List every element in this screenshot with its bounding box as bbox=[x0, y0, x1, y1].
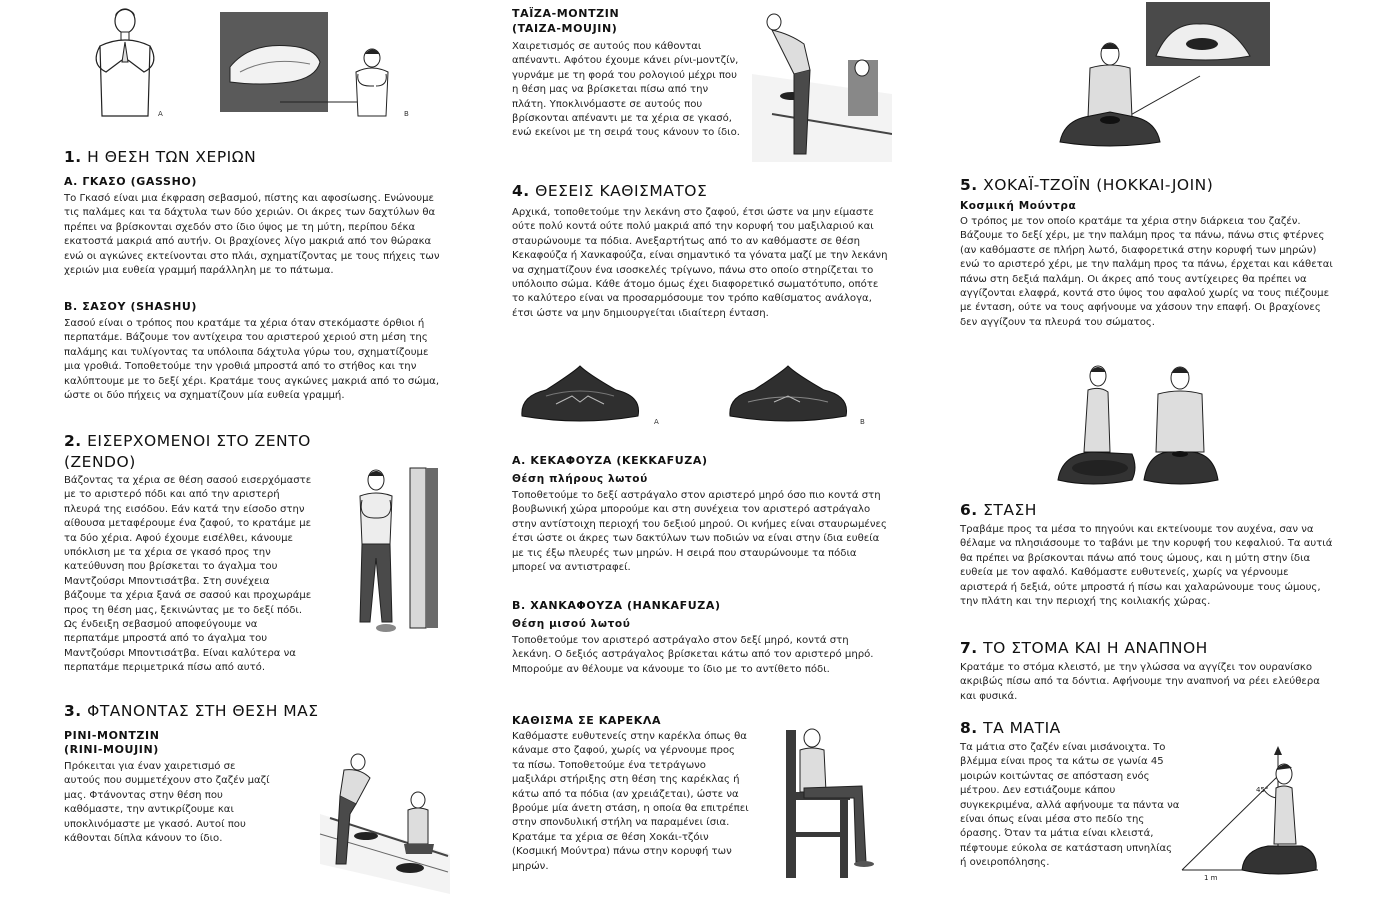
section-4-heading bbox=[512, 181, 707, 202]
distance-label: 1 m bbox=[1204, 874, 1218, 882]
taiza-title: ΤΑΪΖΑ-ΜΟΝΤΖΙΝ bbox=[512, 7, 620, 20]
gaze-angle-figure bbox=[1178, 746, 1338, 886]
section-2-heading bbox=[64, 431, 364, 473]
section-3-title: ΦΤΑΝΟΝΤΑΣ ΣΤΗ ΘΕΣΗ ΜΑΣ bbox=[87, 702, 319, 720]
section-8-text: Τα μάτια στο ζαζέν είναι μισάνοιχτα. Το βλέμμα είναι προς τα κάτω σε γωνία 45 μοιρών κοιτώντας σε απόσταση ενός μέτρου. Δεν εστιάζουμε κάπου συγκεκριμένα, αλλά αφήνουμε τα πάντα να είναι όπως είναι μέσα στο πεδίο της όρασης. Όταν τα μάτια είναι κλειστά, πέφτουμε εύκολα σε κατάσταση υπνηλίας ή ονειροπόλησης. bbox=[960, 742, 1180, 869]
walking-figure bbox=[326, 462, 446, 642]
rini-moujin-title: PINI-MONTZIN bbox=[64, 729, 160, 742]
rini-moujin-subtitle: (RINI-MOUJIN) bbox=[64, 743, 159, 756]
shashu-text: Σασού είναι ο τρόπος που κρατάμε τα χέρια όταν στεκόμαστε όρθιοι ή περπατάμε. Βάζουμε τον αντίχειρα του αριστερού χεριού στη μέση της παλάμης και τυλίγοντας τα υπόλοιπα δάχτυλα γύρω του, σχηματίζουμε μια γροθιά. Τοποθετούμε την γροθιά μπροστά από το στήθος και την καλύπτουμε με το δεξί χέρι. Κρατάμε τους αγκώνες μακριά από το σώμα, ώστε οι δύο πήχεις να σχηματίζουν μία ευθεία γραμμή. bbox=[64, 318, 440, 402]
kekkafuza-title: Α. ΚΕΚΑΦΟΥΖΑ (KEKKAFUZA) bbox=[512, 454, 708, 467]
lotus-label-b: B bbox=[860, 418, 865, 426]
section-7-number: 7. bbox=[960, 639, 978, 657]
posture-figure bbox=[1052, 358, 1242, 490]
section-4-text: Αρχικά, τοποθετούμε την λεκάνη στο ζαφού, έτσι ώστε να μην είμαστε ούτε πολύ κοντά ούτε πολύ μακριά από την κορυφή του μαξιλαριού και σταυρώνουμε τα πόδια. Ανεξαρτήτως από το αν καθόμαστε σε θέση Κεκαφούζα ή Χανκαφούζα, είναι σημαντικό τα γόνατα μαζί με την λεκάνη να σχηματίζουν ένα ισοσκελές τρίγωνο, πάνω στο οποίο στηρίζεται το υπόλοιπο σώμα. Κάθε άτομο όμως έχει διαφορετικό σωματότυπο, οπότε το καλύτερο είναι να προσαρμόσουμε τον τρόπο καθίσματος ανάλογα, έτσι ώστε να μην δημιουργείται ιδιαίτερη ένταση. bbox=[512, 207, 888, 319]
section-1-number: 1. bbox=[64, 148, 82, 166]
hokkai-join-subtitle: Κοσμική Μούντρα bbox=[960, 200, 1077, 212]
section-7-heading bbox=[960, 638, 1208, 659]
section-8-title: ΤΑ ΜΑΤΙΑ bbox=[983, 719, 1061, 737]
section-3-text: Πρόκειται για έναν χαιρετισμό σε αυτούς που συμμετέχουν στο ζαζέν μαζί μας. Φτάνοντας στην θέση που καθόμαστε, την αντικρίζουμε και υποκλινόμαστε με γκασό. Αυτοί που κάθονται δίπλα κάνουν το ίδιο. bbox=[64, 761, 270, 845]
shashu-subtitle: Β. ΣΑΣΟΥ (SHASHU) bbox=[64, 300, 198, 313]
hankafuza-subtitle: Θέση μισού λωτού bbox=[512, 618, 631, 630]
hankafuza-text: Τοποθετούμε τον αριστερό αστράγαλο στον δεξί μηρό, κοντά στη λεκάνη. Ο δεξιός αστράγαλος βρίσκεται κάτω από τον αριστερό μηρό. Μπορούμε αν θέλουμε να κάνουμε το ίδιο με το αντίθετο πόδι. bbox=[512, 635, 874, 675]
figure-label-a: A bbox=[158, 110, 163, 118]
bowing-figure bbox=[300, 744, 450, 894]
section-4-title: ΘΕΣΕΙΣ ΚΑΘΙΣΜΑΤΟΣ bbox=[535, 182, 708, 200]
section-1-heading bbox=[64, 147, 256, 168]
section-8-number: 8. bbox=[960, 719, 978, 737]
section-2-text: Βάζοντας τα χέρια σε θέση σασού εισερχόμαστε με το αριστερό πόδι και από την αριστερή πλευρά της εισόδου. Εάν κατά την είσοδο στην αίθουσα μεταφέρουμε ένα ζαφού, το κρατάμε με τα δύο χέρια. Αφού έχουμε εισέλθει, κάνουμε υπόκλιση με τα χέρια σε γκασό προς την κατεύθυνση που βρίσκεται το άγαλμα του Μαντζούσρι Μποντισάτβα. Στη συνέχεια βάζουμε τα χέρια ξανά σε σασού και προχωράμε προς τη θέση μας, ξεκινώντας με το δεξί πόδι. Ως ένδειξη σεβασμού αποφεύγουμε να περπατάμε μπροστά από το άγαλμα του Μαντζούσρι Μποντισάτβα. Είναι καλύτερα να περπατάμε περιμετρικά πίσω από αυτό. bbox=[64, 475, 312, 674]
kekkafuza-text: Τοποθετούμε το δεξί αστράγαλο στον αριστερό μηρό όσο πιο κοντά στη βουβωνική χώρα μπορούμε και στη συνέχεια τον αριστερό αστράγαλο στην αντίστοιχη περιοχή του δεξιού μηρού. Οι κνήμες είναι σταυρωμένες έτσι ώστε οι άκρες των δακτύλων των ποδιών να είναι στην ίδια ευθεία με τις έξω πλευρές των μηρών. Η σειρά που σταυρώνουμε τα πόδια μπορεί να αντιστραφεί. bbox=[512, 490, 887, 574]
kekkafuza-subtitle: Θέση πλήρους λωτού bbox=[512, 473, 648, 485]
section-7-title: ΤΟ ΣΤΟΜΑ ΚΑΙ Η ΑΝΑΠΝΟΗ bbox=[983, 639, 1208, 657]
section-8-heading bbox=[960, 718, 1061, 739]
chair-title: ΚΑΘΙΣΜΑ ΣΕ ΚΑΡΕΚΛΑ bbox=[512, 714, 662, 727]
full-lotus-figure bbox=[516, 356, 646, 424]
shashu-figure bbox=[220, 12, 420, 120]
section-5-text: Ο τρόπος με τον οποίο κρατάμε τα χέρια στην διάρκεια του ζαζέν. Βάζουμε το δεξί χέρι, με την παλάμη προς τα πάνω, πάνω στις φτέρνες (αν καθόμαστε σε πλήρη λωτό, διαφορετικά στην κορυφή των μηρών) ενώ το αριστερό χέρι, με την παλάμη προς τα πάνω, έρχεται και κάθεται πάνω στη δεξιά παλάμη. Οι άκρες από τους αντίχειρες θα πρέπει να αγγίζονται ελαφρά, κοντά στο ύψος του αφαλού χωρίς να τους πιέζουμε με ένταση, ούτε να τους αφήνουμε να χάσουν την επαφή. Οι βραχίονες δεν αγγίζουν τα πλευρά του σώματος. bbox=[960, 216, 1333, 328]
section-7-text: Κρατάμε το στόμα κλειστό, με την γλώσσα να αγγίζει τον ουρανίσκο ακριβώς πίσω από τα δόντια. Αφήνουμε την αναπνοή να ρέει ελεύθερα και φυσικά. bbox=[960, 662, 1320, 702]
section-5-title: ΧΟΚΑΪ-ΤΖΟΪΝ (HOKKAI-JOIN) bbox=[983, 176, 1214, 194]
gassho-text: Το Γκασό είναι μια έκφραση σεβασμού, πίστης και αφοσίωσης. Ενώνουμε τις παλάμες και τα δάχτυλα των δύο χεριών. Οι άκρες των δαχτύλων θα πρέπει να βρίσκονται σχεδόν στο ίδιο ύψος με τη μύτη, περίπου δέκα εκατοστά μακριά από αυτήν. Οι βραχίονες λίγο μακριά από τον θώρακα ενώ οι αγκώνες εκτείνονται στο πλάι, σχηματίζοντας με τους πήχεις των χεριών μια ευθεία γραμμή παράλληλη με το πάτωμα. bbox=[64, 193, 440, 277]
taiza-subtitle: (TAIZA-MOUJIN) bbox=[512, 22, 618, 35]
figure-label-b: B bbox=[404, 110, 409, 118]
section-2-title: ΕΙΣΕΡΧΟΜΕΝΟΙ ΣΤΟ ΖΕΝΤΟ bbox=[87, 432, 311, 450]
taiza-text: Χαιρετισμός σε αυτούς που κάθονται απέναντι. Αφότου έχουμε κάνει ρίνι-μοντζίν, γυρνάμε με τη φορά του ρολογιού μέχρι που η θέση μας να βρίσκεται πίσω από την πλάτη. Υποκλινόμαστε σε αυτούς που βρίσκονται απέναντι με τα χέρια σε γκασό, ενώ εκείνοι με τη σειρά τους κάνουν το ίδιο. bbox=[512, 41, 740, 139]
section-3-heading bbox=[64, 701, 319, 722]
taiza-figure bbox=[752, 4, 892, 162]
hankafuza-title: Β. ΧΑΝΚΑΦΟΥΖΑ (HANKAFUZA) bbox=[512, 599, 721, 612]
section-5-number: 5. bbox=[960, 176, 978, 194]
lotus-label-a: A bbox=[654, 418, 659, 426]
chair-figure bbox=[774, 722, 884, 882]
section-2-title-line2: (ZENDO) bbox=[64, 453, 136, 471]
section-5-heading bbox=[960, 175, 1213, 196]
section-4-number: 4. bbox=[512, 182, 530, 200]
angle-label: 45° bbox=[1256, 786, 1269, 794]
chair-text: Καθόμαστε ευθυτενείς στην καρέκλα όπως θα κάναμε στο ζαφού, χωρίς να γέρνουμε προς τα πίσω. Τοποθετούμε ένα τετράγωνο μαξιλάρι στήριξης στη θέση της καρέκλας ή κάτω από τα πόδια (αν χρειάζεται), ώστε να βρούμε μία άνετη στάση, η οποία θα επιτρέπει στην σπονδυλική στήλη να παραμένει ίσια. Κρατάμε τα χέρια σε θέση Χοκάι-τζόιν (Κοσμική Μούντρα) πάνω στην κορυφή των μηρών. bbox=[512, 731, 749, 872]
gassho-figure bbox=[78, 4, 168, 122]
section-6-title: ΣΤΑΣΗ bbox=[983, 501, 1037, 519]
hokkai-join-figure bbox=[1050, 2, 1270, 152]
section-3-number: 3. bbox=[64, 702, 82, 720]
section-6-number: 6. bbox=[960, 501, 978, 519]
half-lotus-figure bbox=[724, 356, 854, 424]
section-6-text: Τραβάμε προς τα μέσα το πηγούνι και εκτείνουμε τον αυχένα, σαν να θέλαμε να πλησιάσουμε το ταβάνι με την κορυφή του κεφαλιού. Τα αυτιά θα πρέπει να βρίσκονται πάνω από τους ώμους, και η μύτη στην ίδια ευθεία με τον αφαλό. Καθόμαστε ευθυτενείς, χωρίς να γέρνουμε αριστερά ή δεξιά, ούτε μπροστά ή πίσω και χαλαρώνουμε τους ώμους, την πλάτη και την περιοχή της κοιλιακής χώρας. bbox=[960, 524, 1333, 608]
section-1-title: Η ΘΕΣΗ ΤΩΝ ΧΕΡΙΩΝ bbox=[87, 148, 257, 166]
section-2-number: 2. bbox=[64, 432, 82, 450]
section-6-heading bbox=[960, 500, 1037, 521]
gassho-subtitle: Α. ΓΚΑΣΟ (GASSHO) bbox=[64, 175, 197, 188]
